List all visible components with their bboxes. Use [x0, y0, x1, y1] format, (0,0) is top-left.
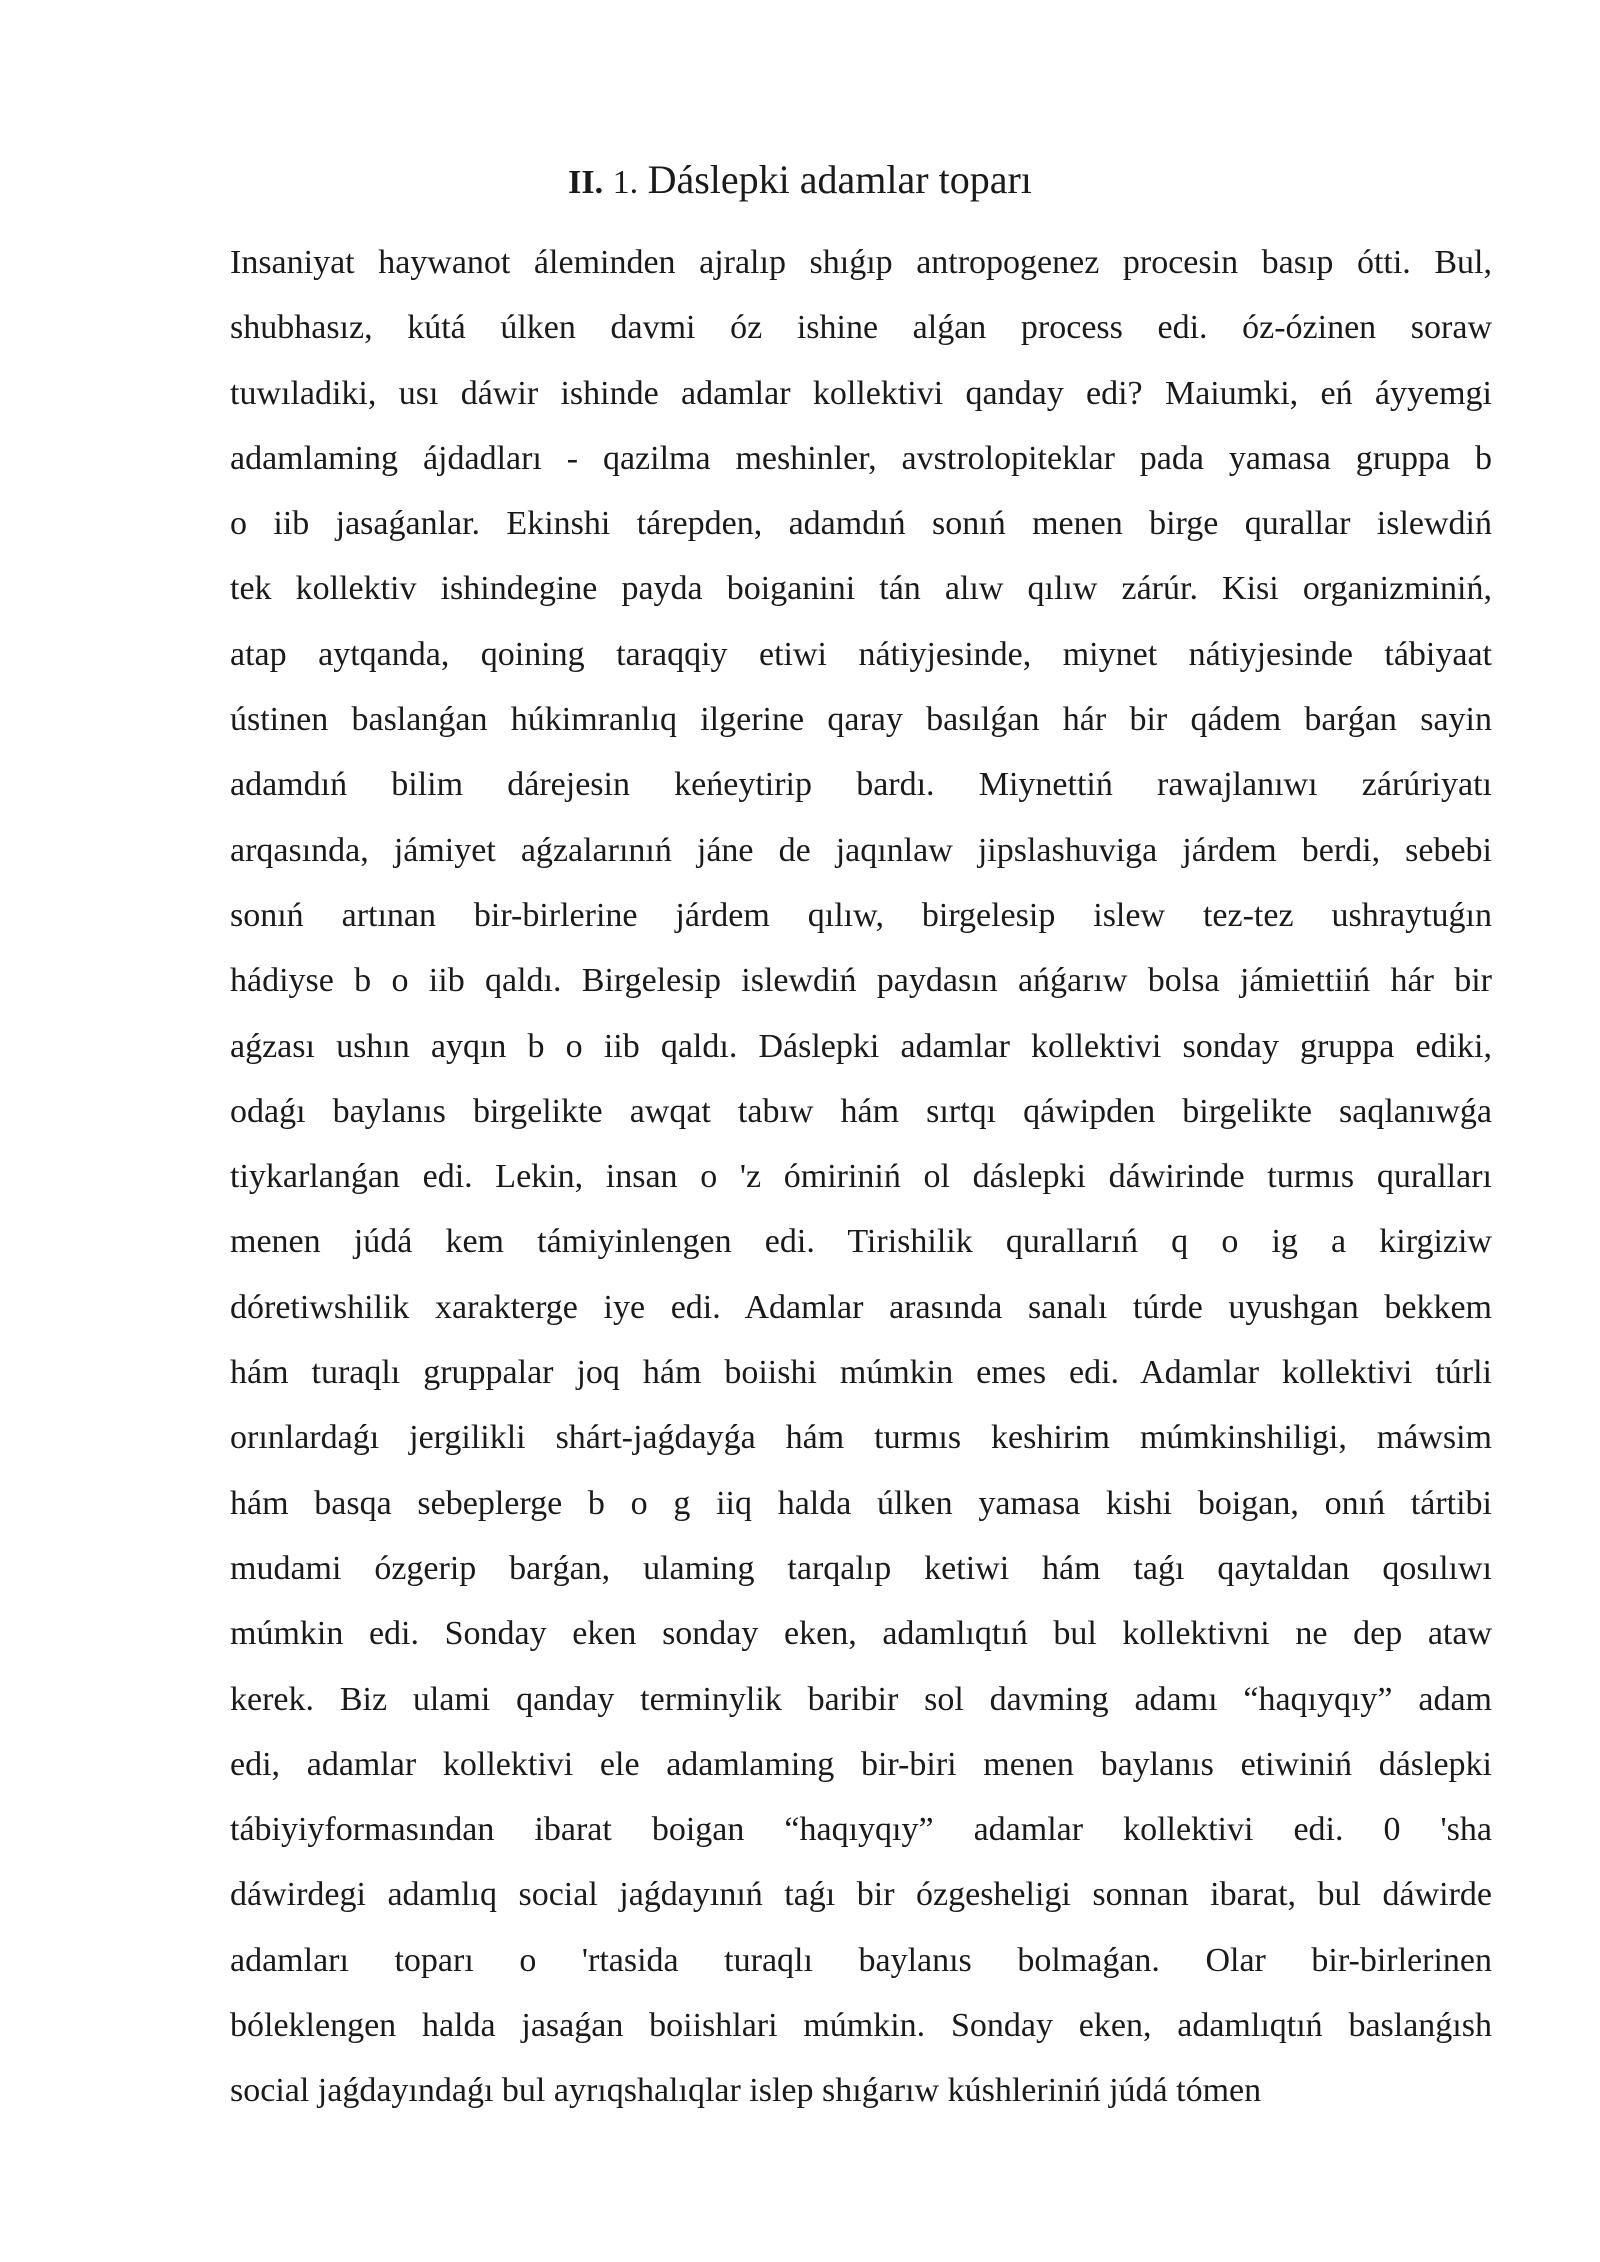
paragraph-line: adamları toparı o 'rtasida turaqlı baylanıs bolmaǵan. Olar bir-birlerinen [230, 1941, 1492, 1979]
paragraph-line: mudami ózgerip barǵan, ulaming tarqalıp ketiwi hám taǵı qaytaldan qosılıwı [230, 1549, 1492, 1587]
paragraph-line: tábiyiyformasından ibarat boigan “haqıyqıy” adamlar kollektivi edi. 0 'sha [230, 1811, 1492, 1849]
paragraph-line: hádiyse b o iib qaldı. Birgelesip islewdiń paydasın ańǵarıw bolsa jámiettiiń hár bir [230, 962, 1492, 1000]
heading-title: Dáslepki adamlar toparı [647, 157, 1032, 202]
body-paragraph [230, 230, 1492, 2124]
paragraph-line: bóleklengen halda jasaǵan boiishlari múmkin. Sonday eken, adamlıqtıń baslanǵısh [230, 2007, 1492, 2045]
paragraph-line: arqasında, jámiyet aǵzalarınıń jáne de jaqınlaw jipslashuviga járdem berdi, sebebi [230, 831, 1492, 869]
paragraph-line: adamlaming ájdadları - qazilma meshinler, avstrolopiteklar pada yamasa gruppa b [230, 439, 1492, 477]
paragraph-line: múmkin edi. Sonday eken sonday eken, adamlıqtıń bul kollektivni ne dep ataw [230, 1615, 1492, 1653]
paragraph-line: social jaǵdayındaǵı bul ayrıqshalıqlar islep shıǵarıw kúshleriniń júdá tómen [230, 2072, 1262, 2110]
heading-arabic-number: 1. [612, 164, 639, 201]
paragraph-line: Insaniyat haywanot áleminden ajralıp shıǵıp antropogenez procesin basıp ótti. Bul, [230, 244, 1492, 281]
paragraph-line: menen júdá kem támiyinlengen edi. Tirishilik qurallarıń q o ig a kirgiziw [230, 1223, 1492, 1261]
paragraph-line: shubhasız, kútá úlken davmi óz ishine alǵan process edi. óz-ózinen soraw [230, 309, 1492, 347]
paragraph-line: o iib jasaǵanlar. Ekinshi tárepden, adamdıń sonıń menen birge qurallar islewdiń [230, 505, 1492, 543]
section-heading [0, 152, 1600, 211]
paragraph-line: ústinen baslanǵan húkimranlıq ilgerine qaray basılǵan hár bir qádem barǵan sayin [230, 701, 1492, 739]
paragraph-line: tek kollektiv ishindegine payda boiganini tán alıw qılıw zárúr. Kisi organizminiń, [230, 570, 1492, 608]
paragraph-line: tiykarlanǵan edi. Lekin, insan o 'z ómiriniń ol dáslepki dáwirinde turmıs quralları [230, 1158, 1492, 1196]
paragraph-line: odaǵı baylanıs birgelikte awqat tabıw hám sırtqı qáwipden birgelikte saqlanıwǵa [230, 1092, 1492, 1130]
paragraph-line: kerek. Biz ulami qanday terminylik baribir sol davming adamı “haqıyqıy” adam [230, 1680, 1492, 1718]
paragraph-line: dáwirdegi adamlıq social jaǵdayınıń taǵı bir ózgesheligi sonnan ibarat, bul dáwirde [230, 1876, 1492, 1914]
paragraph-line: edi, adamlar kollektivi ele adamlaming bir-biri menen baylanıs etiwiniń dáslepki [230, 1745, 1492, 1783]
paragraph-line: atap aytqanda, qoining taraqqiy etiwi nátiyjesinde, miynet nátiyjesinde tábiyaat [230, 635, 1492, 673]
heading-roman-number: II. [568, 164, 604, 201]
paragraph-line: sonıń artınan bir-birlerine járdem qılıw, birgelesip islew tez-tez ushraytuǵın [230, 896, 1492, 934]
paragraph-line: adamdıń bilim dárejesin keńeytirip bardı. Miynettiń rawajlanıwı zárúriyatı [230, 766, 1492, 804]
paragraph-line: orınlardaǵı jergilikli shárt-jaǵdayǵa hám turmıs keshirim múmkinshiligi, máwsim [230, 1419, 1492, 1457]
paragraph-line: aǵzası ushın ayqın b o iib qaldı. Dáslepki adamlar kollektivi sonday gruppa ediki, [230, 1027, 1492, 1065]
paragraph-line: tuwıladiki, usı dáwir ishinde adamlar kollektivi qanday edi? Maiumki, eń áyyemgi [230, 374, 1492, 412]
paragraph-line: dóretiwshilik xarakterge iye edi. Adamlar arasında sanalı túrde uyushgan bekkem [230, 1288, 1492, 1326]
paragraph-line: hám basqa sebeplerge b o g iiq halda úlken yamasa kishi boigan, onıń tártibi [230, 1484, 1492, 1522]
paragraph-line: hám turaqlı gruppalar joq hám boiishi múmkin emes edi. Adamlar kollektivi túrli [230, 1354, 1492, 1392]
